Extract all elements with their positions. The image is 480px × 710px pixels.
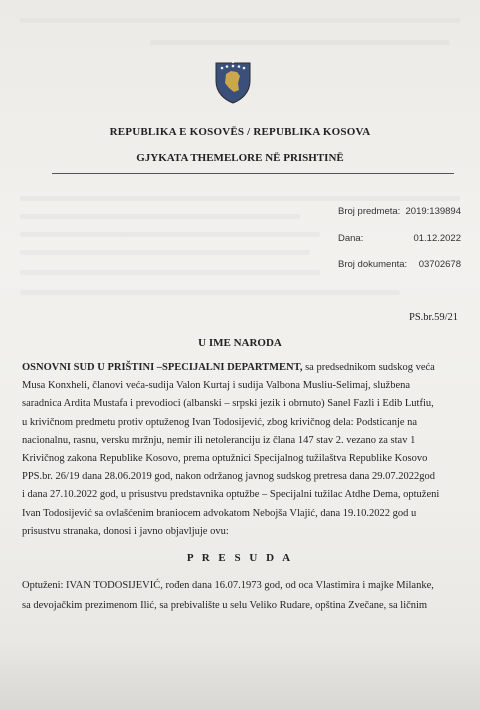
page-shadow [0, 640, 480, 710]
verdict-heading: P R E S U D A [186, 552, 294, 564]
paragraph-line: u krivičnom predmetu protiv optuženog Ivan Todosijević, zbog krivičnog dela: Podsticanje na [22, 416, 418, 428]
bleed-through [20, 290, 400, 295]
introductory-paragraph [22, 359, 468, 541]
paragraph-line: Optuženi: IVAN TODOSIJEVIĆ, rođen dana 16.07.1973 god, od oca Vlastimira i majke Milanke, [22, 580, 434, 591]
paragraph-line [22, 359, 468, 377]
paragraph-line: sa devojačkim prezimenom Ilić, sa prebivalište u selu Veliko Rudare, opština Zvečane, sa ličnim [22, 599, 428, 611]
header-divider [52, 173, 454, 174]
paragraph-line: PPS.br. 26/19 dana 28.06.2019 god, nakon održanog javnog sudskog pretresa dana 29.07.2022god [22, 471, 435, 483]
case-number-value: 2019:139894 [405, 206, 461, 217]
bleed-through [20, 18, 460, 23]
paragraph-line: i dana 27.10.2022 god, u prisustvu predstavnika optužbe – Specijalni tužilac Atdhe Dema, optuženi [22, 489, 440, 501]
section-heading: U IME NARODA [198, 337, 282, 349]
document-number-label: Broj dokumenta: [338, 259, 408, 270]
case-reference: PS.br.59/21 [408, 312, 458, 323]
paragraph-line-text: sa predsednikom sudskog veća [302, 362, 435, 373]
bleed-through [20, 270, 320, 275]
paragraph-line: nacionalnu, rasnu, versku mržnju, nemir ili netoleranciju iz člana 147 stav 2. vezano za stav 1 [22, 434, 416, 446]
case-number-label: Broj predmeta: [338, 206, 401, 217]
date-label: Dana: [338, 233, 364, 244]
bleed-through [20, 214, 300, 219]
bleed-through [150, 40, 450, 45]
bleed-through [20, 232, 320, 237]
accused-paragraph [22, 576, 468, 615]
paragraph-line: prisustvu stranaka, donosi i javno objavljuje ovu: [22, 525, 229, 537]
document-number-value: 03702678 [418, 259, 461, 270]
bleed-through [20, 250, 310, 255]
court-heading: GJYKATA THEMELORE NË PRISHTINË [136, 152, 344, 164]
republic-heading: REPUBLIKA E KOSOVËS / REPUBLIKA KOSOVA [109, 126, 371, 138]
coat-of-arms-icon [213, 59, 253, 105]
bleed-through [20, 196, 460, 201]
paragraph-line: Musa Konxheli, članovi veća-sudija Valon Kurtaj i sudija Valbona Musliu-Selimaj, službena [22, 380, 411, 392]
court-name-bold: OSNOVNI SUD U PRIŠTINI –SPECIJALNI DEPARTMENT, [22, 362, 303, 373]
paragraph-line: Krivičnog zakona Republike Kosovo, prema optužnici Specijalnog tužilaštva Republike Kosovo [22, 453, 428, 465]
paragraph-line: saradnica Ardita Mustafa i prevodioci (albanski – srpski jezik i obrnuto) Sanel Fazli i Edib Lutfiu, [22, 398, 434, 410]
date-value: 01.12.2022 [413, 233, 461, 244]
paragraph-line: Ivan Todosijević sa ovlašćenim braniocem advokatom Nebojša Vlajić, dana 19.10.2022 god u [22, 507, 417, 519]
